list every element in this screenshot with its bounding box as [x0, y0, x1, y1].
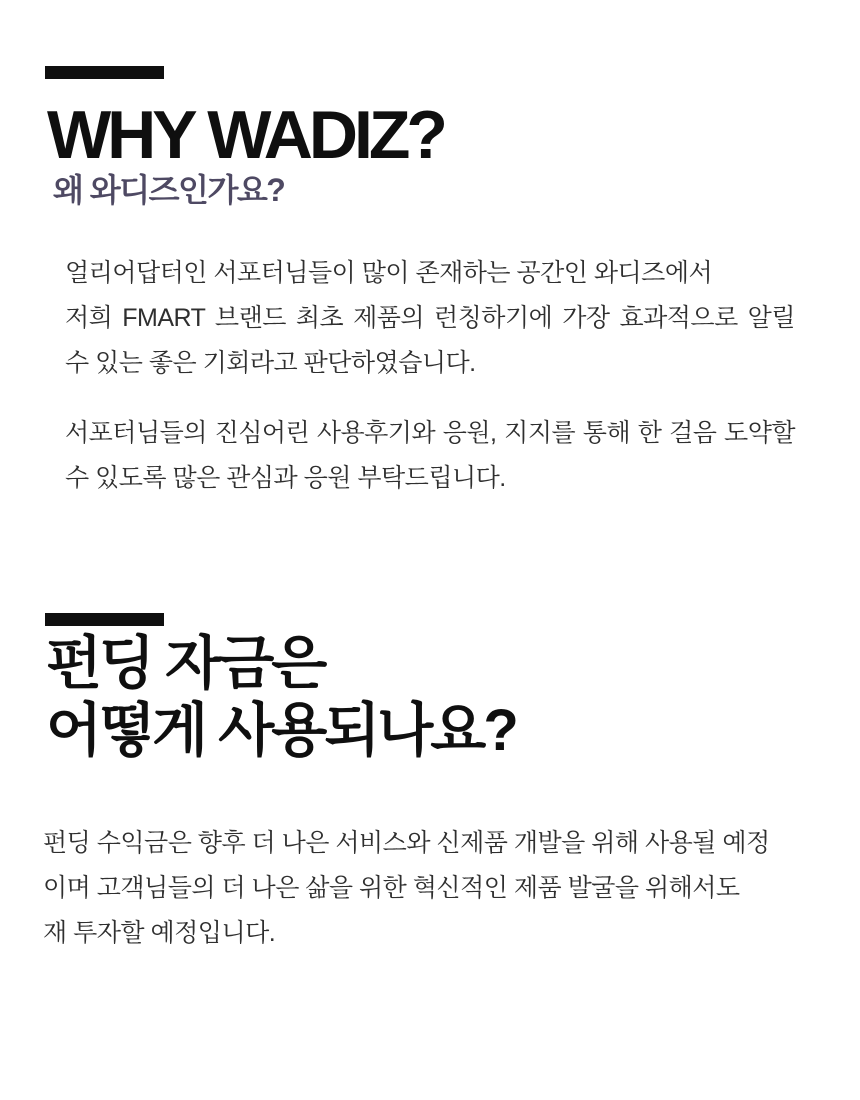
- paragraph-line: 재 투자할 예정입니다.: [43, 919, 276, 947]
- paragraph-line: 수 있는 좋은 기회라고 판단하였습니다.: [65, 349, 476, 377]
- section-accent-bar: [45, 613, 164, 626]
- paragraph-why-1: [65, 251, 795, 386]
- title-line: 어떻게 사용되나요?: [46, 698, 516, 763]
- paragraph-why-2: [65, 411, 795, 501]
- paragraph-line: 이며 고객님들의 더 나은 삶을 위한 혁신적인 제품 발굴을 위해서도: [43, 874, 740, 902]
- section-accent-bar: [45, 66, 164, 79]
- paragraph-line: 저희 FMART 브랜드 최초 제품의 런칭하기에 가장 효과적으로 알릴: [65, 304, 795, 332]
- section-title-why-wadiz: WHY WADIZ?: [47, 97, 444, 173]
- title-line: 펀딩 자금은: [46, 631, 325, 696]
- section-subtitle-why-wadiz: 왜 와디즈인가요?: [53, 172, 285, 208]
- paragraph-line: 서포터님들의 진심어린 사용후기와 응원, 지지를 통해 한 걸음 도약할: [65, 419, 795, 447]
- paragraph-funding-1: [43, 821, 773, 956]
- section-title-funding: [46, 630, 516, 764]
- paragraph-line: 얼리어답터인 서포터님들이 많이 존재하는 공간인 와디즈에서: [65, 259, 713, 287]
- paragraph-line: 수 있도록 많은 관심과 응원 부탁드립니다.: [65, 464, 506, 492]
- paragraph-line: 펀딩 수익금은 향후 더 나은 서비스와 신제품 개발을 위해 사용될 예정: [43, 829, 770, 857]
